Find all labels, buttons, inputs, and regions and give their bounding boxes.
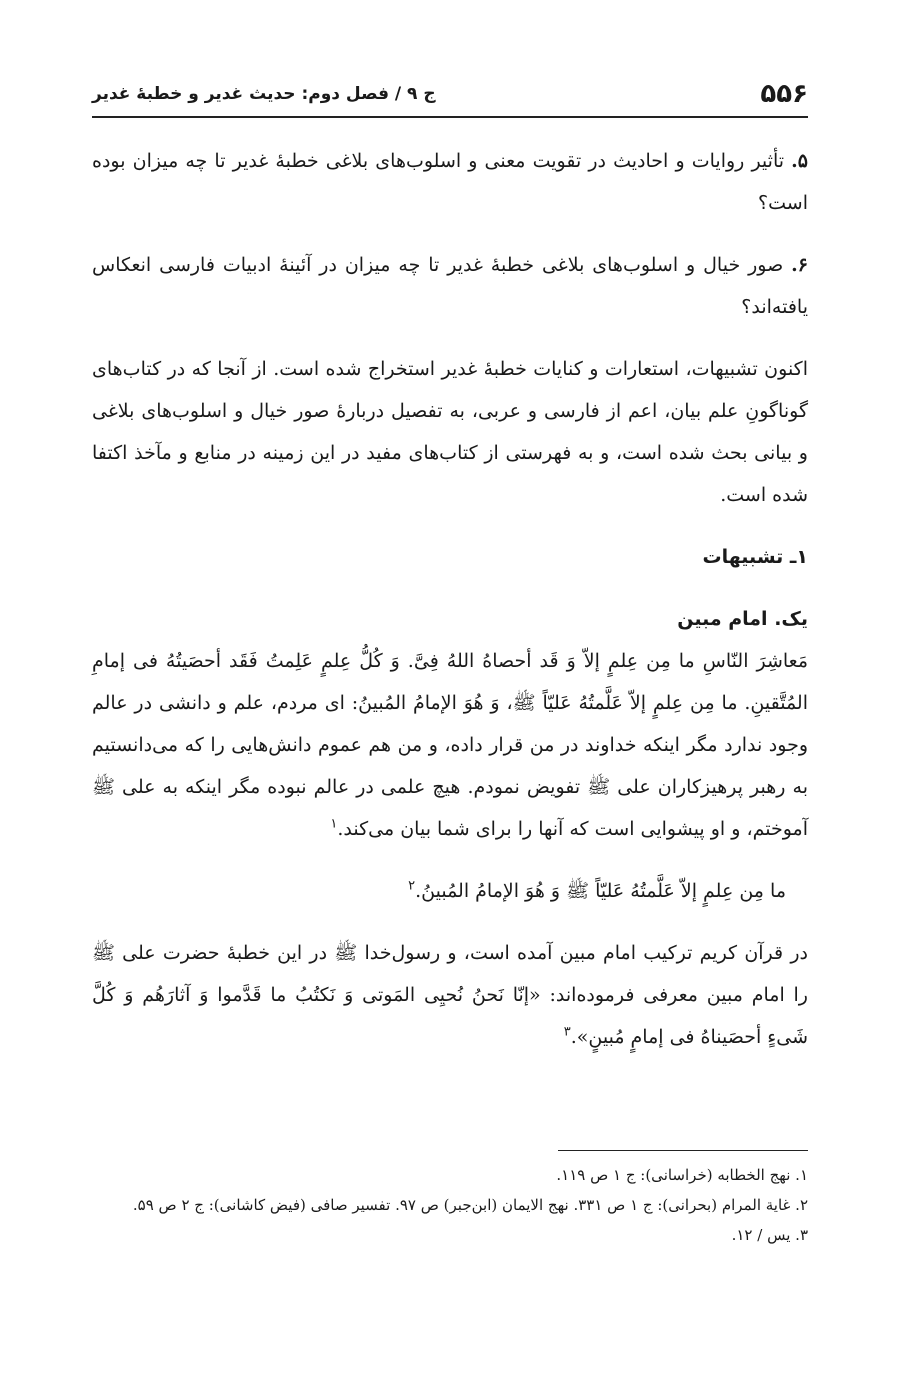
- footnote-divider: [558, 1150, 808, 1151]
- page-header: [92, 72, 808, 118]
- subsection-heading: یک. امام مبین: [677, 608, 808, 630]
- footnote-marker: ۳: [563, 1024, 571, 1040]
- ayah-line: [92, 870, 808, 912]
- quote-text: مَعاشِرَ النّاسِ ما مِن عِلمٍ إلاّ وَ قَد أحصاهُ اللهُ فِیَّ. وَ کُلُّ عِلمٍ عَلِمتُ فَقَد أحصَیتُهُ فی إمامِ المُتَّقینِ. ما مِن عِلمٍ إلاّ عَلَّمتُهُ عَلیّاً ﷺ، وَ هُوَ الإمامُ المُبینُ: ای مردم، علم و دانشی در عالم وجود ندارد مگر اینکه خداوند در من قرار داده، و من هم عموم دانش‌هایی را که می‌دانستیم به رهبر پرهیزکاران علی ﷺ تفویض نمودم. هیچ علمی در عالم نبوده مگر اینکه به علی ﷺ آموختم، و او پیشوایی است که آنها را برای شما بیان می‌کند.: [92, 650, 808, 840]
- quote-paragraph: [92, 640, 808, 850]
- section-heading: ۱ـ تشبیهات: [702, 546, 808, 568]
- footnotes: [92, 1160, 808, 1250]
- page-number: ۵۵۶: [760, 79, 808, 109]
- quran-paragraph: [92, 932, 808, 1058]
- footnote-2: ۲. غایة المرام (بحرانی): ج ۱ ص ۳۳۱. نهج الایمان (ابن‌جبر) ص ۹۷. تفسیر صافی (فیض کاشانی): ج ۲ ص ۵۹.: [132, 1196, 808, 1214]
- footnote-marker: ۲: [408, 878, 416, 894]
- question-5: [92, 140, 808, 224]
- question-text: تأثیر روایات و احادیث در تقویت معنی و اسلوب‌های بلاغی خطبهٔ غدیر تا چه میزان بوده است؟: [92, 150, 808, 214]
- ayah-text: ما مِن عِلمٍ إلاّ عَلَّمتُهُ عَلیّاً ﷺ وَ هُوَ الإمامُ المُبینُ.: [415, 880, 786, 902]
- question-text: صور خیال و اسلوب‌های بلاغی خطبهٔ غدیر تا چه میزان در آئینهٔ ادبیات فارسی انعکاس یافته‌اند؟: [92, 254, 808, 318]
- intro-paragraph: اکنون تشبیهات، استعارات و کنایات خطبهٔ غدیر استخراج شده است. از آنجا که در کتاب‌های گوناگونِ علم بیان، اعم از فارسی و عربی، به تفصیل دربارهٔ صور خیال و اسلوب‌های بلاغی و بیانی بحث شده است، و به فهرستی از کتاب‌های مفید در این زمینه در منابع و مآخذ اکتفا شده است.: [92, 358, 808, 506]
- quran-text: در قرآن کریم ترکیب امام مبین آمده است، و رسول‌خدا ﷺ در این خطبهٔ حضرت علی ﷺ را امام مبین معرفی فرموده‌اند: «إنّا نَحنُ نُحیِی المَوتی وَ نَکتُبُ ما قَدَّموا وَ آثارَهُم وَ کُلَّ شَیءٍ أحصَیناهُ فی إمامٍ مُبینٍ».: [92, 942, 808, 1048]
- question-number: ۶.: [791, 254, 808, 276]
- footnote-1: ۱. نهج الخطابه (خراسانی): ج ۱ ص ۱۱۹.: [556, 1166, 808, 1184]
- page-body: [92, 140, 808, 1058]
- footnote-3: ۳. یس / ۱۲.: [731, 1226, 808, 1244]
- question-number: ۵.: [791, 150, 808, 172]
- running-title: ج ۹ / فصل دوم: حدیث غدیر و خطبهٔ غدیر: [92, 84, 436, 104]
- question-6: [92, 244, 808, 328]
- footnote-marker: ۱: [330, 816, 338, 832]
